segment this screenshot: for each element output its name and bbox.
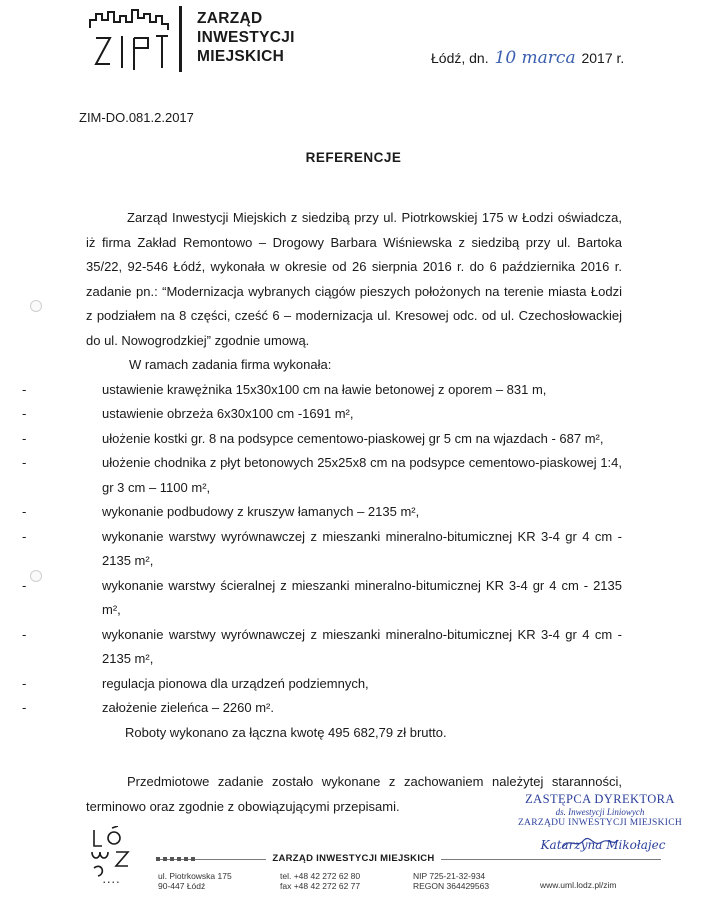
list-bullet: - bbox=[22, 504, 27, 519]
list-item-text: założenie zieleńca – 2260 m². bbox=[102, 700, 274, 715]
stamp-title: ZASTĘPCA DYREKTORA bbox=[525, 792, 675, 806]
works-list bbox=[22, 378, 622, 721]
footer-website: www.uml.lodz.pl/zim bbox=[540, 880, 617, 890]
list-item-text: ułożenie chodnika z płyt betonowych 25x25x8 cm na podsypce cementowo-piaskowej 1:4, gr 3 cm – 1100 m², bbox=[102, 455, 622, 495]
list-item-text: wykonanie warstwy wyrównawczej z mieszanki mineralno-bitumicznej KR 3-4 gr 4 cm - 2135 m², bbox=[102, 528, 622, 568]
list-item bbox=[22, 378, 622, 403]
intro-line-3: 35/22, 92-546 Łódź, wykonała w okresie od 26 sierpnia 2016 r. do 6 października 2016 r. bbox=[86, 259, 622, 274]
signer-name: Katarzyna Mikołajec bbox=[540, 838, 666, 852]
punch-hole-bottom bbox=[30, 570, 42, 582]
list-item bbox=[22, 500, 622, 525]
list-item-text: ustawienie krawężnika 15x30x100 cm na ławie betonowej z oporem – 831 m, bbox=[102, 381, 547, 397]
footer-tel: tel. +48 42 272 62 80 bbox=[280, 871, 361, 881]
list-bullet: - bbox=[22, 626, 27, 642]
body-text bbox=[22, 206, 622, 819]
logo-divider bbox=[179, 6, 182, 72]
list-item-text: wykonanie podbudowy z kruszyw łamanych – 2135 m², bbox=[102, 504, 420, 519]
list-intro: W ramach zadania firma wykonała: bbox=[129, 357, 332, 372]
place-prefix: Łódź, dn. bbox=[431, 50, 489, 66]
intro-line-4: zadanie pn.: “Modernizacja wybranych ciągów pieszych położonych na terenie miasta Łodzi bbox=[86, 283, 622, 299]
intro-line-6: do ul. Nowogrodzkiej” zgodnie umową. bbox=[86, 332, 310, 348]
closing-line-2: terminowo oraz zgodnie z obowiązującymi przepisami. bbox=[86, 798, 400, 814]
place-date bbox=[431, 48, 624, 68]
list-bullet: - bbox=[22, 455, 27, 470]
zim-logo-icon bbox=[88, 8, 172, 72]
footer-address-line2: 90-447 Łódź bbox=[158, 881, 206, 891]
list-item bbox=[22, 623, 622, 672]
footer-address-line1: ul. Piotrkowska 175 bbox=[158, 871, 232, 881]
list-bullet: - bbox=[22, 577, 27, 593]
list-bullet: - bbox=[22, 700, 27, 715]
org-name-line3: MIEJSKICH bbox=[197, 48, 285, 65]
list-bullet: - bbox=[22, 430, 27, 446]
handwritten-date: 10 marca bbox=[494, 48, 576, 68]
list-bullet: - bbox=[22, 528, 27, 544]
list-item-text: ustawienie obrzeża 6x30x100 cm -1691 m², bbox=[102, 406, 354, 421]
footer-address bbox=[158, 871, 232, 891]
punch-hole-top bbox=[30, 300, 42, 312]
footer-fax: fax +48 42 272 62 77 bbox=[280, 881, 361, 891]
stamp-org: ZARZĄDU INWESTYCJI MIEJSKICH bbox=[517, 818, 683, 828]
footer-regon: REGON 364429563 bbox=[413, 881, 490, 891]
date-suffix: 2017 r. bbox=[581, 50, 625, 66]
total-amount: Roboty wykonano za łączna kwotę 495 682,79 zł brutto. bbox=[125, 724, 447, 740]
footer-contact bbox=[280, 871, 360, 891]
intro-line-1: Zarząd Inwestycji Miejskich z siedzibą przy ul. Piotrkowskiej 175 w Łodzi oświadcza, bbox=[127, 210, 622, 225]
stamp-department: ds. Inwestycji Liniowych bbox=[555, 807, 645, 817]
list-bullet: - bbox=[22, 675, 27, 691]
list-item-text: wykonanie warstwy ścieralnej z mieszanki mineralno-bitumicznej KR 3-4 gr 4 cm - 2135 m², bbox=[102, 577, 622, 617]
footer-org bbox=[0, 853, 707, 864]
footer-org-text: ZARZĄD INWESTYCJI MIEJSKICH bbox=[266, 853, 440, 864]
footer-nip: NIP 725-21-32-934 bbox=[413, 871, 486, 881]
list-item bbox=[22, 696, 622, 721]
closing-line-1: Przedmiotowe zadanie zostało wykonane z zachowaniem należytej staranności, bbox=[127, 774, 622, 789]
list-item bbox=[22, 574, 622, 623]
document-title: REFERENCJE bbox=[305, 150, 402, 165]
signature-stamp bbox=[505, 792, 695, 829]
org-name-line2: INWESTYCJI bbox=[197, 29, 295, 46]
org-name bbox=[197, 9, 295, 66]
reference-number: ZIM-DO.081.2.2017 bbox=[79, 110, 194, 125]
intro-line-5: z podziałem na 8 części, cześć 6 – modernizacja ul. Kresowej odc. od ul. Czechosłowackiej bbox=[86, 308, 622, 323]
list-item bbox=[22, 525, 622, 574]
list-item bbox=[22, 427, 622, 452]
list-item-text: regulacja pionowa dla urządzeń podziemnych, bbox=[102, 675, 369, 691]
org-name-line1: ZARZĄD bbox=[197, 10, 263, 27]
list-item bbox=[22, 672, 622, 697]
list-item-text: ułożenie kostki gr. 8 na podsypce cementowo-piaskowej gr 5 cm na wjazdach - 687 m², bbox=[102, 430, 604, 446]
list-item bbox=[22, 402, 622, 427]
list-bullet: - bbox=[22, 381, 27, 397]
intro-line-2: iż firma Zakład Remontowo – Drogowy Barbara Wiśniewska z siedzibą przy ul. Bartoka bbox=[86, 234, 622, 250]
svg-text:• • • •: • • • • bbox=[102, 880, 120, 886]
footer-registration bbox=[413, 871, 489, 891]
list-item-text: wykonanie warstwy wyrównawczej z mieszanki mineralno-bitumicznej KR 3-4 gr 4 cm - 2135 m², bbox=[102, 626, 622, 666]
list-item bbox=[22, 451, 622, 500]
list-bullet: - bbox=[22, 406, 27, 421]
